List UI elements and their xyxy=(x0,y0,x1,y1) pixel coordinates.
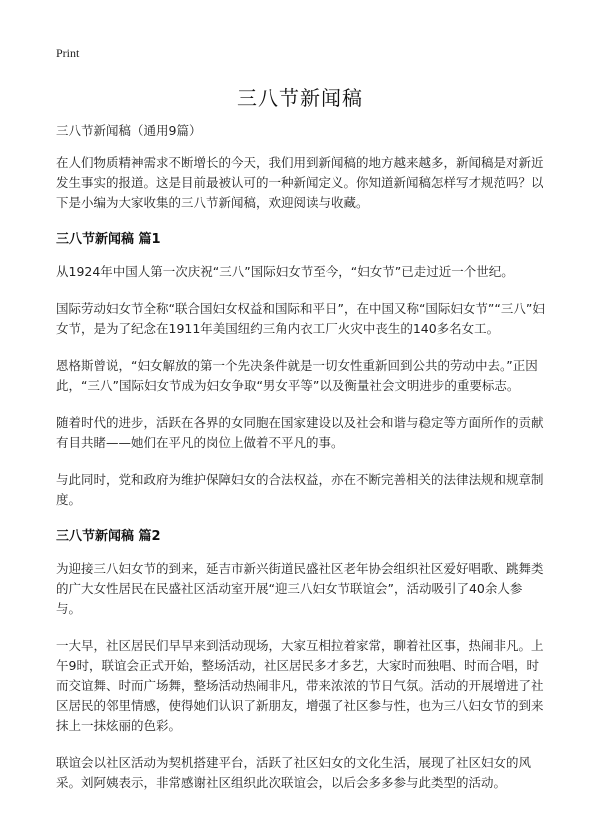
paragraph: 一大早，社区居民们早早来到活动现场，大家互相拉着家常，聊着社区事，热闹非凡。上午9时，联谊会正式开始，整场活动，社区居民多才多艺，大家时而独唱、时而合唱，时而交谊舞、时而广场舞，整场活动热闹非凡，带来浓浓的节日气氛。活动的开展增进了社区居民的邻里情感，使得她们认识了新朋友，增强了社区参与性，也为三八妇女节的到来抹上一抹炫丽的色彩。 xyxy=(56,638,544,733)
intro-paragraph: 在人们物质精神需求不断增长的今天，我们用到新闻稿的地方越来越多，新闻稿是对新近发生事实的报道。这是目前最被认可的一种新闻定义。你知道新闻稿怎样写才规范吗？以下是小编为大家收集的三八节新闻稿，欢迎阅读与收藏。 xyxy=(56,155,544,210)
paragraph: 恩格斯曾说，“妇女解放的第一个先决条件就是一切女性重新回到公共的劳动中去。”正因此，“三八”国际妇女节成为妇女争取“男女平等”以及衡量社会文明进步的重要标志。 xyxy=(56,358,538,393)
page-title: 三八节新闻稿 xyxy=(237,86,363,110)
paragraph: 从1924年中国人第一次庆祝“三八”国际妇女节至今，“妇女节”已走过近一个世纪。 xyxy=(56,264,514,279)
paragraph: 国际劳动妇女节全称“联合国妇女权益和国际和平日”，在中国又称“国际妇女节”“三八”妇女节，是为了纪念在1911年美国纽约三角内衣工厂火灾中丧生的140多名女工。 xyxy=(56,301,545,336)
print-link[interactable]: Print xyxy=(56,46,80,60)
article-body xyxy=(56,121,546,810)
paragraph: 与此同时，党和政府为维护保障妇女的合法权益，亦在不断完善相关的法律法规和规章制度。 xyxy=(56,472,544,507)
section-heading: 三八节新闻稿 篇1 xyxy=(56,232,161,247)
section-heading: 三八节新闻稿 篇2 xyxy=(56,529,161,544)
paragraph: 联谊会以社区活动为契机搭建平台，活跃了社区妇女的文化生活，展现了社区妇女的风采。刘阿姨表示，非常感谢社区组织此次联谊会，以后会多多参与此类型的活动。 xyxy=(56,755,532,790)
paragraph: 为迎接三八妇女节的到来，延吉市新兴街道民盛社区老年协会组织社区爱好唱歌、跳舞类的广大女性居民在民盛社区活动室开展“迎三八妇女节联谊会”，活动吸引了40余人参与。 xyxy=(56,561,544,616)
paragraph: 随着时代的进步，活跃在各界的女同胞在国家建设以及社会和谐与稳定等方面所作的贡献有目共睹——她们在平凡的岗位上做着不平凡的事。 xyxy=(56,415,544,450)
article-subtitle: 三八节新闻稿（通用9篇） xyxy=(56,123,202,138)
